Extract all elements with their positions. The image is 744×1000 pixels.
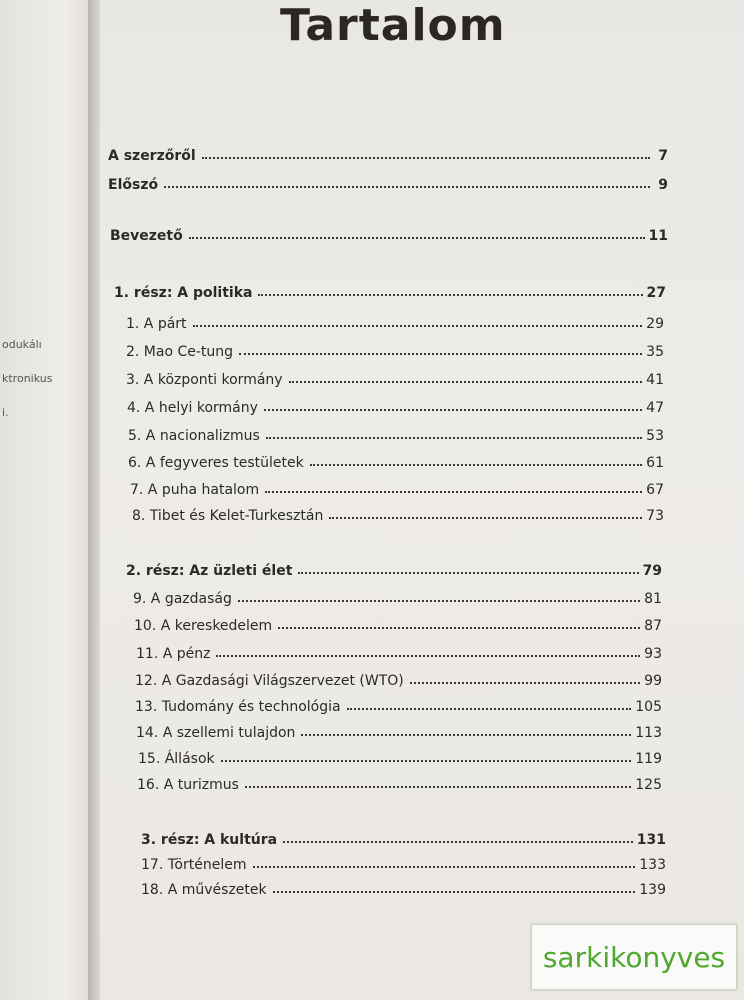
- toc-entry: [130, 482, 664, 498]
- toc-page-number: 61: [646, 455, 664, 471]
- left-page-text: i.: [2, 406, 9, 419]
- toc-leader-dots: [310, 464, 642, 466]
- toc-page-number: 27: [646, 285, 666, 301]
- toc-entry: [137, 777, 662, 793]
- toc-entry: [126, 372, 664, 388]
- toc-entry-label: 2. Mao Ce-tung: [126, 344, 234, 360]
- toc-entry: [114, 285, 666, 301]
- toc-page-number: 133: [639, 857, 666, 873]
- toc-entry: [136, 646, 662, 662]
- toc-entry: [135, 673, 662, 689]
- toc-leader-dots: [301, 734, 631, 736]
- toc-entry-label: 1. rész: A politika: [114, 285, 253, 301]
- toc-entry-label: 2. rész: Az üzleti élet: [126, 563, 293, 579]
- toc-entry-label: Előszó: [108, 177, 159, 193]
- toc-entry-label: 8. Tibet és Kelet-Turkesztán: [132, 508, 324, 524]
- toc-page-number: 35: [646, 344, 664, 360]
- toc-entry: [132, 508, 664, 524]
- toc-leader-dots: [193, 325, 643, 327]
- toc-page-number: 29: [646, 316, 664, 332]
- toc-entry: [133, 591, 662, 607]
- toc-page-number: 79: [642, 563, 662, 579]
- toc-page-number: 67: [646, 482, 664, 498]
- toc-entry: [110, 228, 668, 244]
- left-page-text: odukálı: [2, 338, 42, 351]
- toc-page-number: 53: [646, 428, 664, 444]
- toc-leader-dots: [347, 708, 632, 710]
- toc-leader-dots: [216, 655, 640, 657]
- toc-entry: [138, 751, 662, 767]
- watermark-logo: [531, 924, 737, 990]
- toc-entry-label: 10. A kereskedelem: [134, 618, 273, 634]
- toc-entry-label: 16. A turizmus: [137, 777, 239, 793]
- toc-leader-dots: [164, 186, 650, 188]
- toc-leader-dots: [189, 237, 645, 239]
- toc-entry: [128, 455, 664, 471]
- toc-entry-label: A szerzőről: [108, 148, 196, 164]
- toc-leader-dots: [239, 353, 642, 355]
- page-title: Tartalom: [280, 0, 506, 51]
- toc-leader-dots: [253, 866, 636, 868]
- toc-page-number: 99: [644, 673, 662, 689]
- toc-entry-label: 3. rész: A kultúra: [141, 832, 278, 848]
- toc-entry-label: 1. A párt: [126, 316, 187, 332]
- toc-entry-label: Bevezető: [110, 228, 183, 244]
- toc-entry-label: 14. A szellemi tulajdon: [136, 725, 296, 741]
- toc-leader-dots: [258, 294, 642, 296]
- toc-entry-label: 15. Állások: [138, 751, 215, 767]
- toc-entry-label: 18. A művészetek: [141, 882, 267, 898]
- toc-leader-dots: [245, 786, 631, 788]
- toc-page-number: 93: [644, 646, 662, 662]
- left-page-text: ktronikus: [2, 372, 53, 385]
- toc-page-number: 119: [635, 751, 662, 767]
- toc-page-number: 113: [635, 725, 662, 741]
- toc-page-number: 11: [648, 228, 668, 244]
- toc-page-number: 81: [644, 591, 662, 607]
- left-page: [0, 0, 92, 1000]
- toc-entry-label: 7. A puha hatalom: [130, 482, 260, 498]
- watermark-text: sarkikonyves: [542, 940, 726, 974]
- toc-entry: [141, 857, 666, 873]
- toc-entry: [126, 563, 662, 579]
- toc-leader-dots: [410, 682, 640, 684]
- toc-entry-label: 3. A központi kormány: [126, 372, 283, 388]
- toc-leader-dots: [283, 841, 633, 843]
- toc-entry-label: 5. A nacionalizmus: [128, 428, 260, 444]
- toc-leader-dots: [289, 381, 643, 383]
- toc-page-number: 131: [636, 832, 666, 848]
- toc-page-number: 105: [635, 699, 662, 715]
- toc-page-number: 73: [646, 508, 664, 524]
- toc-entry: [127, 400, 664, 416]
- toc-entry: [126, 316, 664, 332]
- toc-entry: [141, 882, 666, 898]
- toc-leader-dots: [202, 157, 650, 159]
- toc-leader-dots: [221, 760, 632, 762]
- toc-page-number: 7: [658, 148, 668, 164]
- toc-entry-label: 17. Történelem: [141, 857, 247, 873]
- toc-leader-dots: [298, 572, 638, 574]
- toc-leader-dots: [329, 517, 642, 519]
- toc-entry: [108, 148, 668, 164]
- toc-page-number: 87: [644, 618, 662, 634]
- toc-entry: [108, 177, 668, 193]
- toc-entry-label: 11. A pénz: [136, 646, 211, 662]
- toc-leader-dots: [265, 491, 642, 493]
- toc-entry: [141, 832, 666, 848]
- toc-leader-dots: [278, 627, 640, 629]
- toc-entry: [128, 428, 664, 444]
- toc-leader-dots: [264, 409, 642, 411]
- toc-leader-dots: [273, 891, 636, 893]
- toc-entry: [136, 725, 662, 741]
- toc-entry-label: 13. Tudomány és technológia: [135, 699, 341, 715]
- toc-entry-label: 9. A gazdaság: [133, 591, 232, 607]
- toc-entry-label: 4. A helyi kormány: [127, 400, 258, 416]
- toc-entry-label: 12. A Gazdasági Világszervezet (WTO): [135, 673, 404, 689]
- toc-entry: [126, 344, 664, 360]
- toc-entry: [134, 618, 662, 634]
- toc-page-number: 125: [635, 777, 662, 793]
- toc-page-number: 47: [646, 400, 664, 416]
- toc-page-number: 9: [658, 177, 668, 193]
- toc-page-number: 139: [639, 882, 666, 898]
- toc-page-number: 41: [646, 372, 664, 388]
- toc-entry-label: 6. A fegyveres testületek: [128, 455, 304, 471]
- toc-leader-dots: [238, 600, 640, 602]
- toc-leader-dots: [266, 437, 642, 439]
- toc-entry: [135, 699, 662, 715]
